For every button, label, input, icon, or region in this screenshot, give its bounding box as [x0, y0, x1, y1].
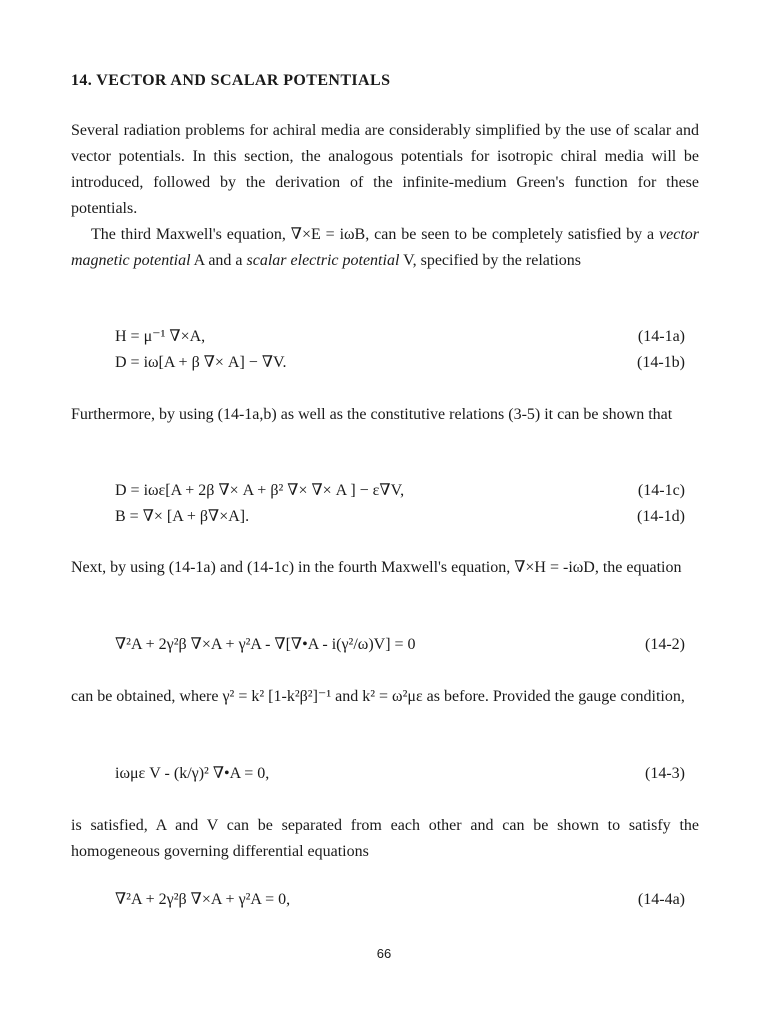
equation-expression: D = iωε[A + 2β ∇× A + β² ∇× ∇× A ] − ε∇V,	[115, 482, 405, 499]
equation-14-1a	[115, 324, 685, 350]
equation-number: (14-1b)	[637, 354, 685, 371]
equation-expression: ∇²A + 2γ²β ∇×A + γ²A - ∇[∇•A - i(γ²/ω)V] = 0	[115, 636, 416, 653]
paragraph-separation: is satisfied, A and V can be separated from each other and can be shown to satisfy the homogeneous governing differential equations	[71, 817, 699, 860]
equation-14-1b	[115, 350, 685, 376]
paragraph-maxwell-fourth: Next, by using (14-1a) and (14-1c) in the fourth Maxwell's equation, ∇×H = -iωD, the equation	[71, 559, 682, 576]
equation-number: (14-1c)	[637, 482, 685, 499]
paragraph-gauge: can be obtained, where γ² = k² [1-k²β²]⁻¹ and k² = ω²με as before. Provided the gauge condition,	[71, 688, 685, 705]
paragraph-text: The third Maxwell's equation, ∇×E = iωB, can be seen to be completely satisfied by a	[91, 226, 660, 243]
equation-14-4a	[115, 887, 685, 913]
equation-number: (14-4a)	[637, 891, 685, 908]
equation-expression: H = μ⁻¹ ∇×A,	[115, 328, 206, 345]
equation-expression: iωμε V - (k/γ)² ∇•A = 0,	[115, 765, 270, 782]
paragraph-text: V, specified by the relations	[399, 252, 581, 269]
equation-number: (14-2)	[645, 636, 685, 653]
section-heading: 14. VECTOR AND SCALAR POTENTIALS	[71, 72, 391, 89]
equation-expression: D = iω[A + β ∇× A] − ∇V.	[115, 354, 287, 371]
equation-14-1c	[115, 478, 685, 504]
paragraph-constitutive: Furthermore, by using (14-1a,b) as well as the constitutive relations (3-5) it can be shown that	[71, 406, 673, 423]
equation-number: (14-1d)	[637, 508, 685, 525]
equation-number: (14-1a)	[637, 328, 685, 345]
equation-expression: ∇²A + 2γ²β ∇×A + γ²A = 0,	[115, 891, 291, 908]
paragraph-intro: Several radiation problems for achiral media are considerably simplified by the use of scalar and vector potentials. In this section, the analogous potentials for isotropic chiral media will be introduced, followed by the derivation of the infinite-medium Green's function for these potentials.	[71, 122, 699, 217]
italic-term: vector magnetic potential	[71, 226, 699, 269]
paragraph-text: A and a	[190, 252, 247, 269]
paragraph-maxwell-third	[71, 222, 699, 274]
equation-expression: B = ∇× [A + β∇×A].	[115, 508, 250, 525]
equation-14-1d	[115, 504, 685, 530]
equation-number: (14-3)	[645, 765, 685, 782]
equation-14-3	[115, 761, 685, 787]
page-number: 66	[376, 946, 392, 961]
equation-14-2	[115, 632, 685, 658]
italic-term: scalar electric potential	[246, 252, 400, 269]
